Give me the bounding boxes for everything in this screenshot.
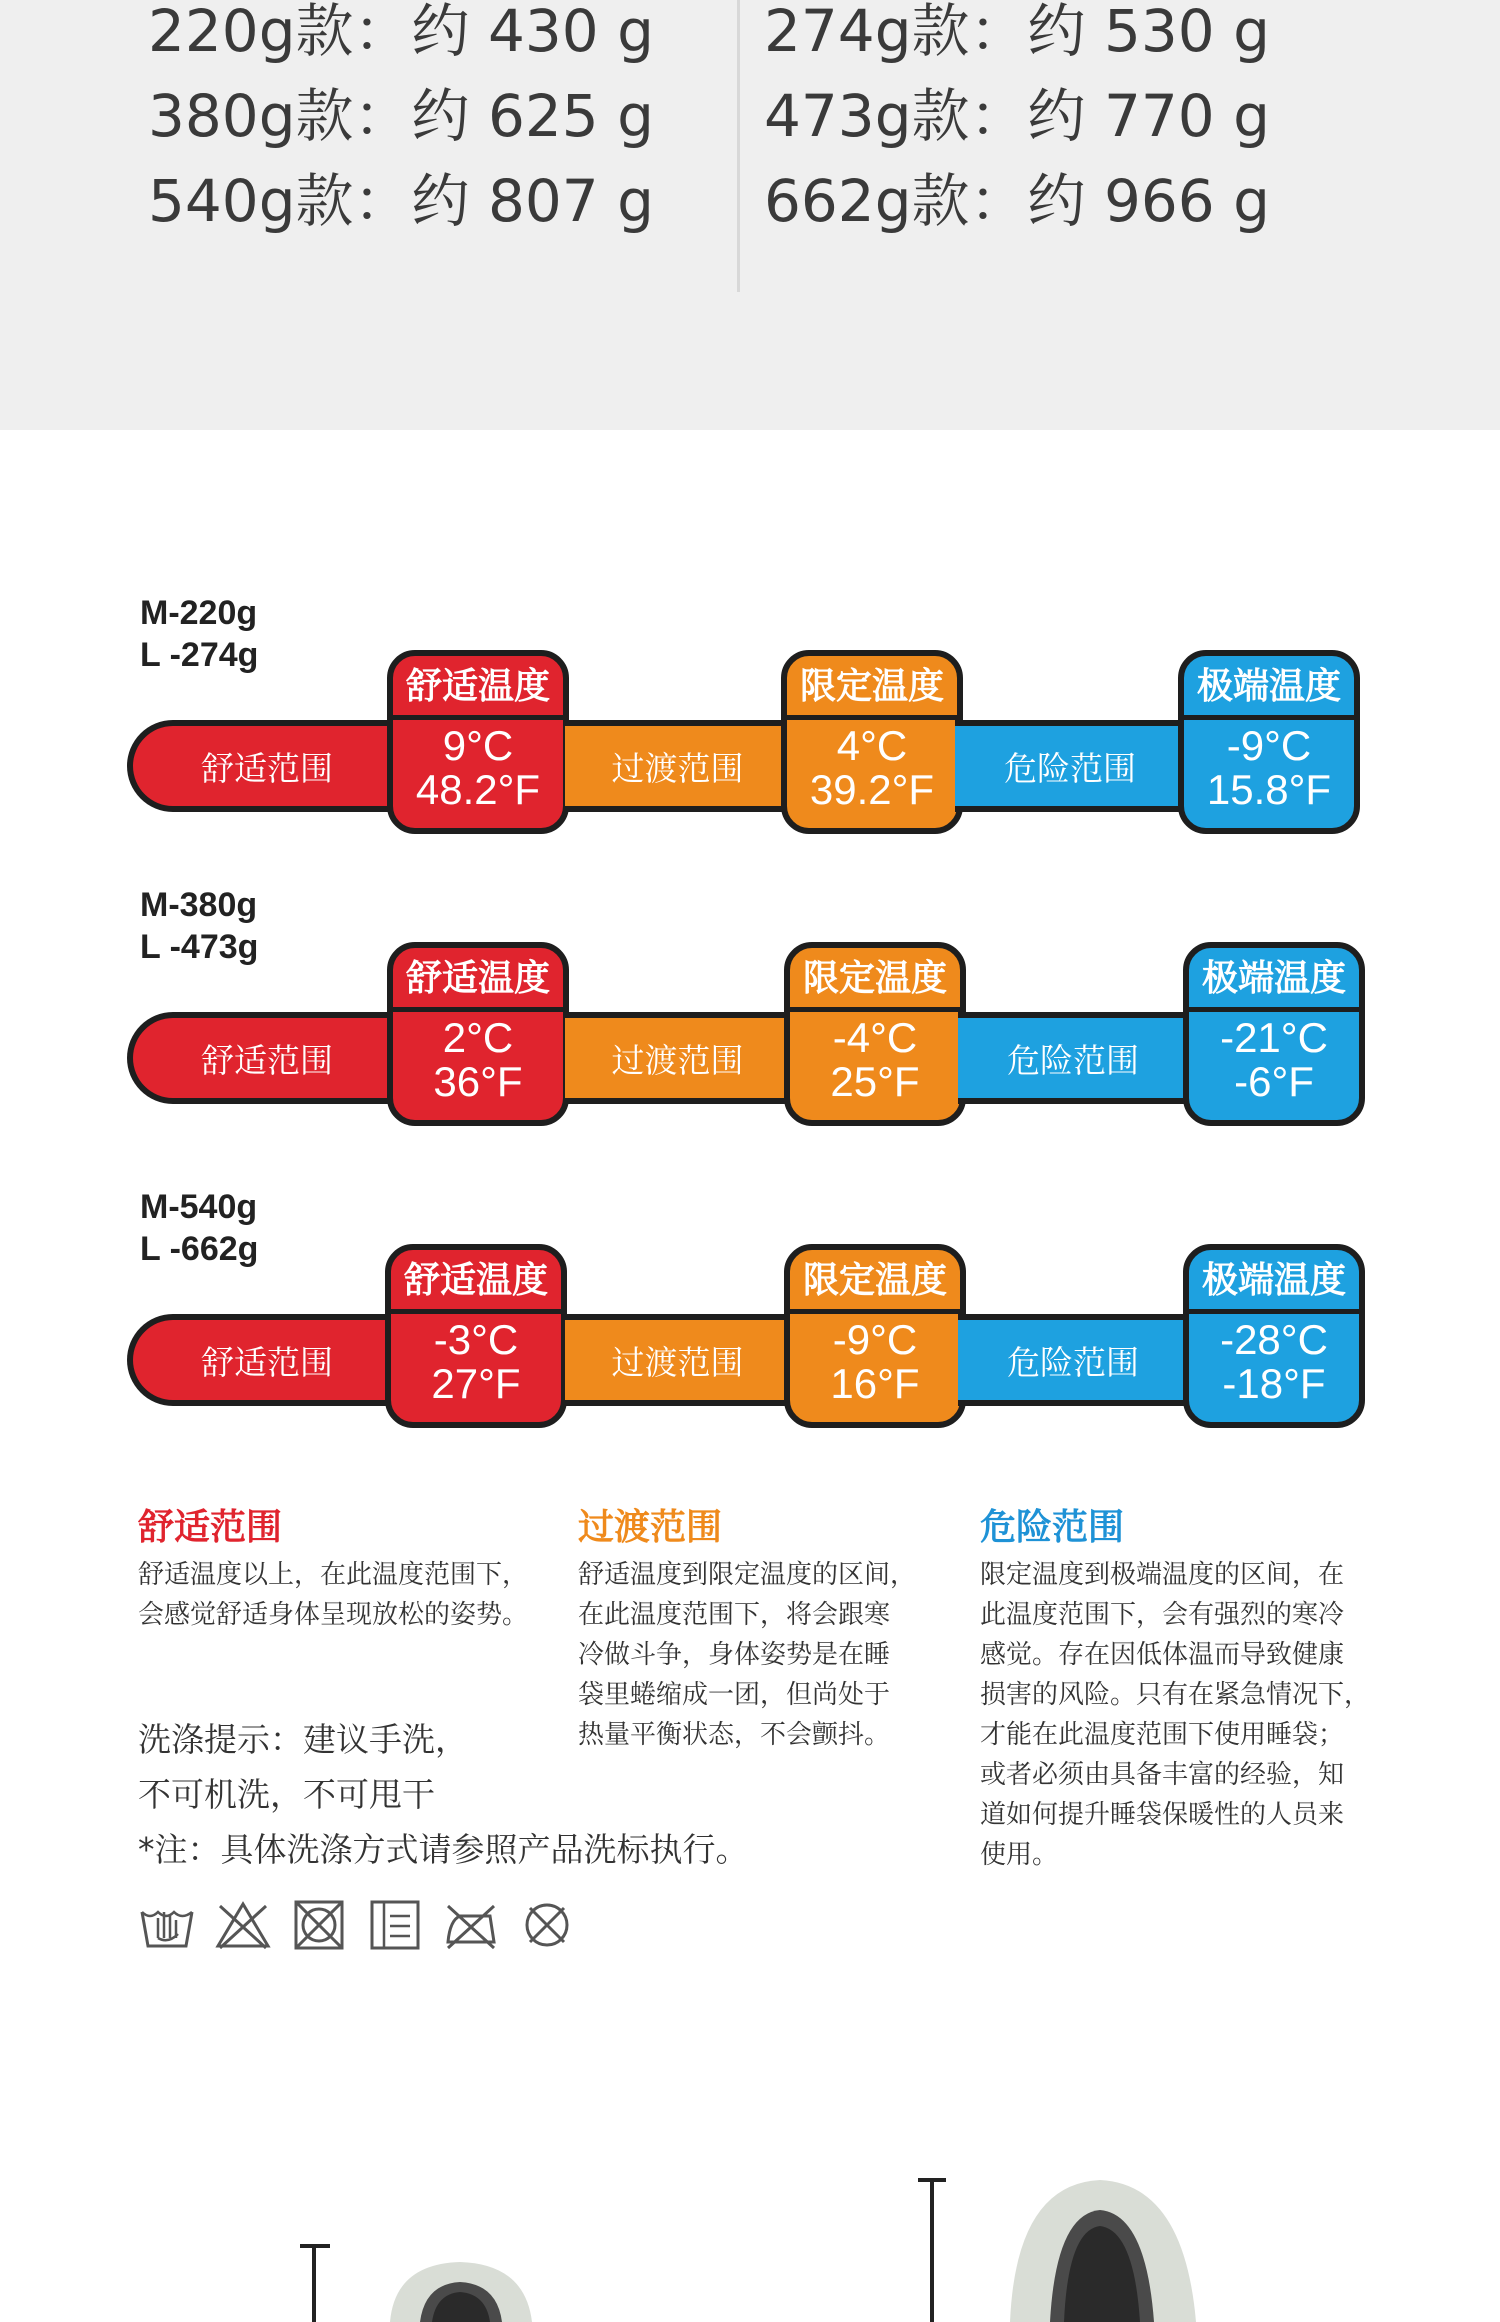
size-l: L -473g (140, 928, 259, 966)
size-l: L -662g (140, 1230, 259, 1268)
legend-danger (980, 1505, 1400, 1875)
weight-line: 540g款：约 807 g (148, 167, 654, 235)
legend-title: 过渡范围 (578, 1507, 723, 1548)
weight-line: 473g款：约 770 g (764, 82, 1270, 150)
care-icons (138, 1898, 576, 1952)
weights-right-column (764, 0, 1270, 257)
transition-range-bar: 过渡范围 (565, 1012, 790, 1104)
temp-fahrenheit: -6°F (1234, 1058, 1314, 1105)
temp-celsius: -3°C (433, 1316, 519, 1363)
temp-fahrenheit: 25°F (830, 1058, 920, 1105)
size-label (140, 1186, 258, 1270)
comfort-range-bar: 舒适范围 (127, 720, 401, 812)
limit-temperature-box (784, 1244, 966, 1428)
extreme-temperature-box (1183, 942, 1365, 1126)
transition-range-bar: 过渡范围 (565, 720, 790, 812)
weights-divider (737, 0, 740, 292)
line-dry-icon (366, 1898, 424, 1952)
temp-fahrenheit: 36°F (433, 1058, 523, 1105)
temp-celsius: -21°C (1220, 1014, 1328, 1061)
legend-comfort (138, 1505, 558, 1635)
do-not-dry-clean-icon (518, 1898, 576, 1952)
temp-celsius: 9°C (442, 722, 514, 769)
temperature-row (0, 1186, 1500, 1436)
box-title: 限定温度 (787, 656, 957, 720)
danger-range-bar: 危险范围 (955, 720, 1185, 812)
box-title: 舒适温度 (393, 656, 563, 720)
size-m: M-540g (140, 1188, 258, 1226)
danger-range-bar: 危险范围 (958, 1314, 1188, 1406)
temperature-row (0, 592, 1500, 842)
transition-range-bar: 过渡范围 (565, 1314, 790, 1406)
size-l: L -274g (140, 636, 259, 674)
weights-section (0, 0, 1500, 430)
box-title: 限定温度 (790, 1250, 960, 1314)
temp-fahrenheit: 27°F (431, 1360, 521, 1407)
legend-text: 舒适温度到限定温度的区间， 在此温度范围下，将会跟寒 冷做斗争，身体姿势是在睡 袋里蜷缩成一团，但尚处于 热量平衡状态，不会颤抖。 (578, 1560, 917, 1750)
do-not-tumble-dry-icon (290, 1898, 348, 1952)
size-label (140, 592, 258, 676)
temp-fahrenheit: -18°F (1222, 1360, 1326, 1407)
do-not-iron-icon (442, 1898, 500, 1952)
temperature-row (0, 884, 1500, 1134)
temp-celsius: -9°C (832, 1316, 918, 1363)
temp-celsius: -9°C (1226, 722, 1312, 769)
limit-temperature-box (781, 650, 963, 834)
sleeping-bag-illustration (0, 2160, 1500, 2322)
weight-line: 220g款：约 430 g (148, 0, 654, 65)
extreme-temperature-box (1183, 1244, 1365, 1428)
extreme-temperature-box (1178, 650, 1360, 834)
comfort-range-bar: 舒适范围 (127, 1314, 401, 1406)
do-not-bleach-icon (214, 1898, 272, 1952)
weight-line: 274g款：约 530 g (764, 0, 1270, 65)
weight-line: 662g款：约 966 g (764, 167, 1270, 235)
legend-text: 限定温度到极端温度的区间，在 此温度范围下，会有强烈的寒冷 感觉。存在因低体温而导致健康 损害的风险。只有在紧急情况下， 才能在此温度范围下使用睡袋； 或者必须由具备丰富的经验，知 道如何提升睡袋保暖性的人员来 使用。 (980, 1560, 1371, 1870)
temp-celsius: 4°C (836, 722, 908, 769)
temp-fahrenheit: 16°F (830, 1360, 920, 1407)
wash-line: 洗涤提示：建议手洗， (138, 1720, 468, 1759)
size-label (140, 884, 258, 968)
danger-range-bar: 危险范围 (958, 1012, 1188, 1104)
size-m: M-220g (140, 594, 258, 632)
temp-fahrenheit: 39.2°F (809, 766, 935, 813)
hand-wash-icon (138, 1898, 196, 1952)
comfort-temperature-box (387, 942, 569, 1126)
legend-title: 舒适范围 (138, 1507, 283, 1548)
box-title: 舒适温度 (391, 1250, 561, 1314)
box-title: 极端温度 (1184, 656, 1354, 720)
product-preview (0, 2160, 1500, 2322)
temp-celsius: -4°C (832, 1014, 918, 1061)
temp-celsius: -28°C (1220, 1316, 1328, 1363)
comfort-temperature-box (387, 650, 569, 834)
weight-line: 380g款：约 625 g (148, 82, 654, 150)
box-title: 舒适温度 (393, 948, 563, 1012)
comfort-range-bar: 舒适范围 (127, 1012, 401, 1104)
weights-left-column (148, 0, 654, 257)
wash-note: *注：具体洗涤方式请参照产品洗标执行。 (138, 1830, 749, 1869)
size-m: M-380g (140, 886, 258, 924)
temp-fahrenheit: 48.2°F (415, 766, 541, 813)
legend-title: 危险范围 (980, 1507, 1125, 1548)
limit-temperature-box (784, 942, 966, 1126)
box-title: 极端温度 (1189, 1250, 1359, 1314)
box-title: 极端温度 (1189, 948, 1359, 1012)
temp-fahrenheit: 15.8°F (1206, 766, 1332, 813)
wash-instructions (138, 1712, 749, 1877)
box-title: 限定温度 (790, 948, 960, 1012)
legend-text: 舒适温度以上，在此温度范围下， 会感觉舒适身体呈现放松的姿势。 (138, 1560, 529, 1630)
temp-celsius: 2°C (442, 1014, 514, 1061)
comfort-temperature-box (385, 1244, 567, 1428)
wash-line: 不可机洗，不可甩干 (138, 1775, 435, 1814)
